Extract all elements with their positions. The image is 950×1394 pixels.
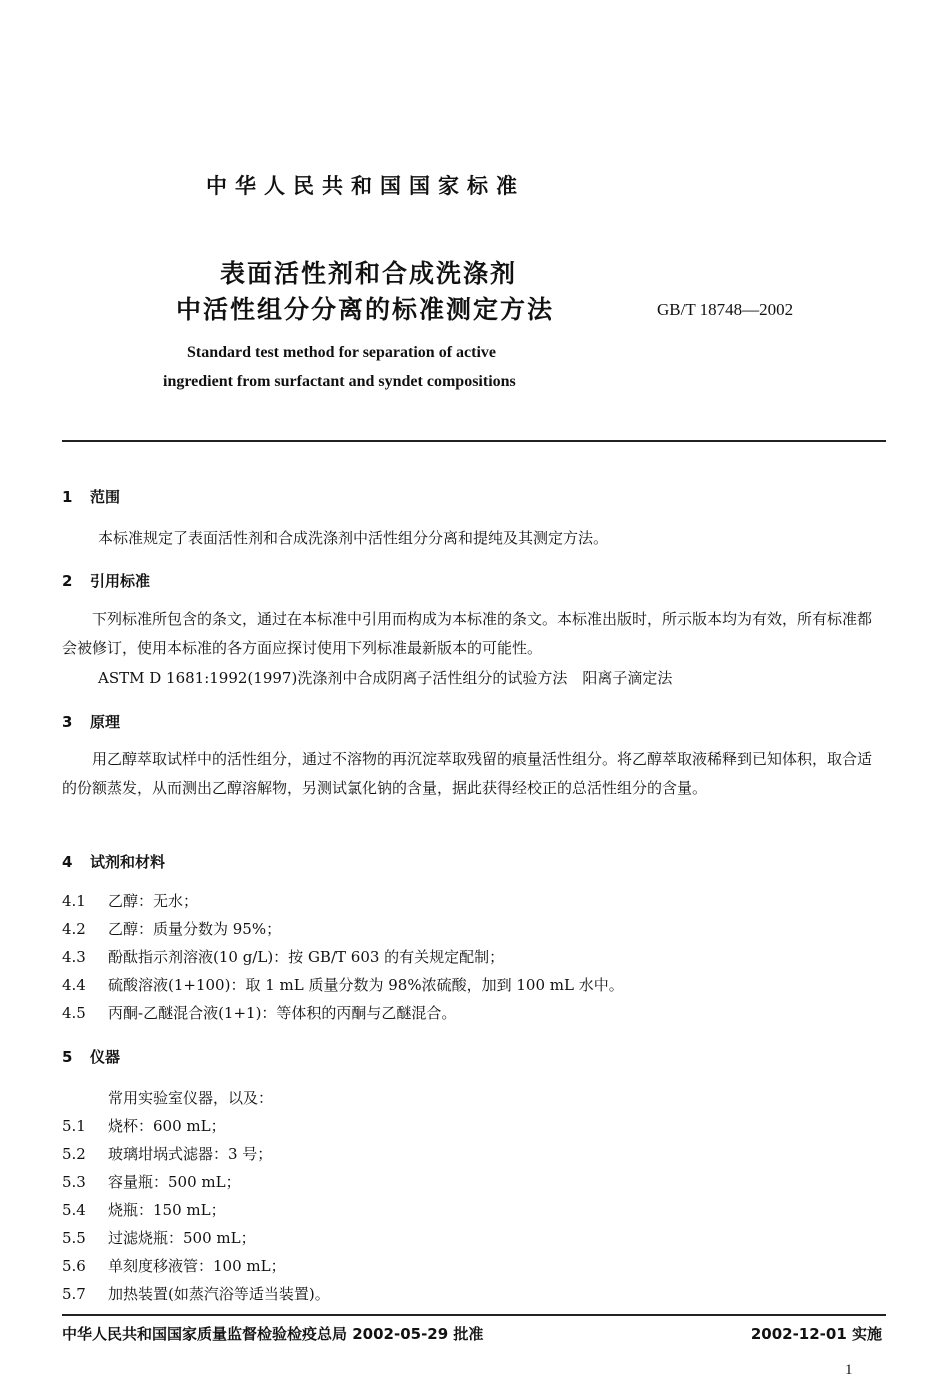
item-number: 5.3 <box>62 1173 86 1191</box>
header-rule <box>62 440 886 442</box>
item-text: 单刻度移液管：100 mL； <box>108 1257 286 1275</box>
section-number: 2 <box>62 572 73 590</box>
item-number: 5.5 <box>62 1229 86 1247</box>
section-5-intro: 常用实验室仪器，以及： <box>108 1089 274 1107</box>
section-2-reference: ASTM D 1681:1992(1997)洗涤剂中合成阴离子活性组分的试验方法 阳离子滴定法 <box>98 669 673 687</box>
item-number: 4.2 <box>62 920 86 938</box>
item-number: 5.2 <box>62 1145 86 1163</box>
section-2-text: 下列标准所包含的条文，通过在本标准中引用而构成为本标准的条文。本标准出版时，所示版本均为有效，所有标准都会被修订，使用本标准的各方面应探讨使用下列标准最新版本的可能性。 <box>62 610 873 657</box>
list-item <box>62 1143 272 1164</box>
item-text: 加热装置(如蒸汽浴等适当装置)。 <box>108 1285 330 1303</box>
section-5-heading <box>62 1046 120 1067</box>
item-number: 4.5 <box>62 1004 86 1022</box>
section-3-text: 用乙醇萃取试样中的活性组分，通过不溶物的再沉淀萃取残留的痕量活性组分。将乙醇萃取液稀释到已知体积，取合适的份额蒸发，从而测出乙醇溶解物，另测试氯化钠的含量，据此获得经校正的总活性组分的含量。 <box>62 750 873 797</box>
title-en-line2: ingredient from surfactant and syndet compositions <box>163 373 516 390</box>
item-number: 5.1 <box>62 1117 86 1135</box>
list-item <box>62 1255 286 1276</box>
item-number: 4.3 <box>62 948 86 966</box>
item-number: 4.4 <box>62 976 86 994</box>
list-item <box>62 1283 330 1304</box>
list-item <box>62 918 281 939</box>
list-item <box>62 1199 226 1220</box>
item-text: 酚酞指示剂溶液(10 g/L)：按 GB/T 603 的有关规定配制； <box>108 948 505 966</box>
item-text: 容量瓶：500 mL； <box>108 1173 241 1191</box>
item-number: 5.6 <box>62 1257 86 1275</box>
item-text: 丙酮-乙醚混合液(1+1)：等体积的丙酮与乙醚混合。 <box>108 1004 457 1022</box>
section-3-heading <box>62 711 120 732</box>
item-text: 硫酸溶液(1+100)：取 1 mL 质量分数为 98%浓硫酸，加到 100 mL 水中。 <box>108 976 624 994</box>
list-item <box>62 1002 456 1023</box>
title-en-line1: Standard test method for separation of active <box>187 344 497 361</box>
section-number: 3 <box>62 713 73 731</box>
item-number: 4.1 <box>62 892 86 910</box>
section-1-heading <box>62 486 120 507</box>
section-title: 范围 <box>90 488 121 506</box>
section-number: 1 <box>62 488 73 506</box>
item-text: 玻璃坩埚式滤器：3 号； <box>108 1145 273 1163</box>
section-title: 试剂和材料 <box>90 853 166 871</box>
footer-rule <box>62 1314 886 1316</box>
section-number: 5 <box>62 1048 73 1066</box>
list-item <box>62 1171 241 1192</box>
item-text: 乙醇：质量分数为 95%； <box>108 920 282 938</box>
item-number: 5.7 <box>62 1285 86 1303</box>
list-item <box>62 1115 226 1136</box>
section-title: 原理 <box>90 713 121 731</box>
implementation-date: 2002-12-01 实施 <box>750 1325 882 1343</box>
page-number: 1 <box>845 1362 853 1378</box>
list-item <box>62 974 624 995</box>
item-text: 烧瓶：150 mL； <box>108 1201 226 1219</box>
section-title: 引用标准 <box>90 572 151 590</box>
standard-code: GB/T 18748—2002 <box>657 300 794 319</box>
section-4-heading <box>62 851 165 872</box>
section-1-text: 本标准规定了表面活性剂和合成洗涤剂中活性组分分离和提纯及其测定方法。 <box>98 529 609 547</box>
section-number: 4 <box>62 853 73 871</box>
approval-line: 中华人民共和国国家质量监督检验检疫总局 2002-05-29 批准 <box>62 1325 484 1343</box>
title-cn-line2: 中活性组分分离的标准测定方法 <box>176 295 555 324</box>
section-title: 仪器 <box>90 1048 121 1066</box>
item-text: 过滤烧瓶：500 mL； <box>108 1229 256 1247</box>
item-text: 烧杯：600 mL； <box>108 1117 226 1135</box>
list-item <box>62 1227 256 1248</box>
item-number: 5.4 <box>62 1201 86 1219</box>
list-item <box>62 890 198 911</box>
title-cn-line1: 表面活性剂和合成洗涤剂 <box>220 259 518 288</box>
section-2-heading <box>62 570 150 591</box>
item-text: 乙醇：无水； <box>108 892 199 910</box>
national-standard-heading: 中华人民共和国国家标准 <box>206 174 525 198</box>
list-item <box>62 946 504 967</box>
